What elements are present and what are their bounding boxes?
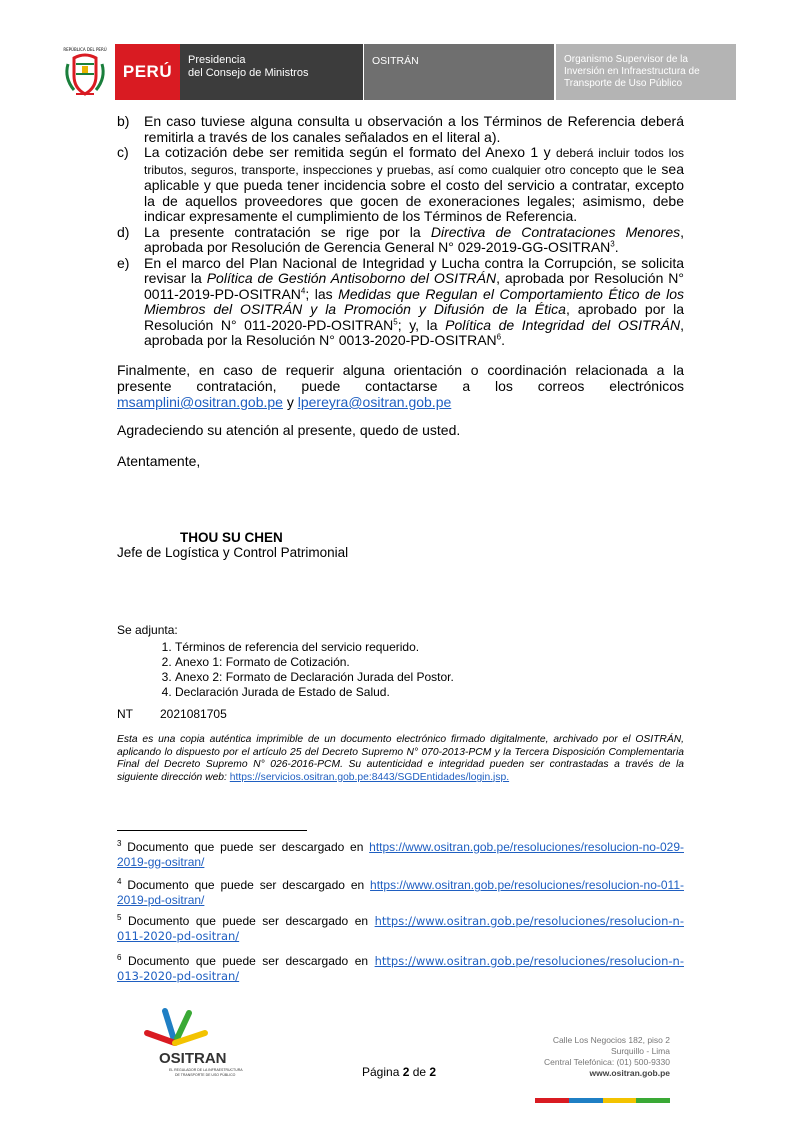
org-line3: Transporte de Uso Público bbox=[564, 78, 683, 89]
color-segment bbox=[636, 1098, 670, 1103]
item-text: La presente contratación se rige por la Directiva de Contrataciones Menores, aprobada por Resolución de Gerencia General N° 029-2019-GG-OSITRAN$^3$. bbox=[144, 223, 684, 255]
attachments-section bbox=[117, 623, 454, 700]
footnote-5: $^5$ Documento que puede ser descargado en https://www.ositran.gob.pe/resoluciones/resolucion-n-011-2020-pd-ositran/ bbox=[117, 913, 684, 943]
list-item-c bbox=[117, 145, 684, 225]
org-line1: Organismo Supervisor de la bbox=[564, 54, 688, 65]
thanks-text: Agradeciendo su atención al presente, quedo de usted. bbox=[117, 422, 461, 438]
ositran-logo bbox=[135, 1003, 255, 1083]
footnote-separator bbox=[117, 830, 307, 831]
attachment-item: 2. Anexo 1: Formato de Cotización. bbox=[175, 655, 454, 670]
color-segment bbox=[603, 1098, 637, 1103]
digital-signature-disclaimer: Esta es una copia auténtica imprimible de un documento electrónico firmado digitalmente, archivado por el OSITRÁN, aplicando lo dispuesto por el artículo 25 del Decreto Supremo N° 070-2013-PCM y la Tercera Disposición Complementaria Final del Decreto Supremo N° 026-2016-PCM. Su autenticidad e integridad pueden ser contrastadas a través de la siguiente dirección web: https://servicios.ositran.gob.pe:8443/SGDEntidades/login.jsp. bbox=[117, 734, 684, 783]
ositran-block bbox=[364, 44, 554, 100]
footnote-ref: 3 bbox=[610, 239, 615, 249]
footnote-ref: 6 bbox=[496, 332, 502, 342]
pcm-block bbox=[180, 44, 363, 100]
organization-block bbox=[556, 44, 736, 100]
footnote-link[interactable]: https://www.ositran.gob.pe/resoluciones/resolucion-n-011-2020-pd-ositran/ bbox=[117, 914, 684, 943]
color-segment bbox=[569, 1098, 603, 1103]
item-text: En el marco del Plan Nacional de Integridad y Lucha contra la Corrupción, se solicita revisar la Política de Gestión Antisoborno del OSITRÁN, aprobada por Resolución N° 0011-2019-PD-OSITRAN$^4$; las Medidas que Regulan el Comportamiento Ético de los Miembros del OSITRÁN y la Promoción y Difusión de la Ética, aprobado por la Resolución N° 011-2020-PD-OSITRAN$^5$; y, la Política de Integridad del OSITRÁN, aprobada por la Resolución N° 0013-2020-PD-OSITRAN$^6$. bbox=[144, 254, 684, 348]
address-line1: Calle Los Negocios 182, piso 2 bbox=[552, 1035, 670, 1045]
peru-brand-block bbox=[115, 44, 180, 100]
page-number: Página 2 de 2 bbox=[362, 1065, 437, 1079]
peru-coat-of-arms-icon bbox=[62, 44, 108, 100]
footnote-link[interactable]: https://www.ositran.gob.pe/resoluciones/resolucion-no-011-2019-pd-ositran/ bbox=[117, 878, 684, 907]
list-item-b bbox=[117, 114, 684, 145]
contact-paragraph: Finalmente, en caso de requerir alguna orientación o coordinación relacionada a la presente contratación, puede contactarse a los correos electrónicos msamplini@ositran.gob.pe y lpereyra@ositran.gob.pe bbox=[117, 362, 684, 410]
list-item-d bbox=[117, 225, 684, 256]
item-label: b) bbox=[117, 113, 130, 129]
attachments-title: Se adjunta: bbox=[117, 623, 178, 637]
item-label: d) bbox=[117, 223, 130, 240]
crest-caption: REPÚBLICA DEL PERÚ bbox=[63, 47, 107, 52]
logo-text: OSITRAN bbox=[159, 1050, 227, 1067]
footnote-link[interactable]: https://www.ositran.gob.pe/resoluciones/resolucion-n-013-2020-pd-ositran/ bbox=[117, 954, 684, 983]
list-item-e bbox=[117, 256, 684, 349]
website-text: www.ositran.gob.pe bbox=[589, 1068, 670, 1078]
footnote-3: $^3$ Documento que puede ser descargado en https://www.ositran.gob.pe/resoluciones/resolucion-no-029-2019-gg-ositran/ bbox=[117, 839, 684, 869]
footer-address bbox=[530, 1035, 670, 1079]
org-line2: Inversión en Infraestructura de bbox=[564, 66, 700, 77]
email-link-msamplini[interactable]: msamplini@ositran.gob.pe bbox=[117, 394, 283, 410]
footnote-link[interactable]: https://www.ositran.gob.pe/resoluciones/resolucion-no-029-2019-gg-ositran/ bbox=[117, 840, 684, 869]
entity-name: OSITRÁN bbox=[372, 55, 419, 67]
address-line2: Surquillo - Lima bbox=[610, 1046, 670, 1056]
footnote-6: $^6$ Documento que puede ser descargado en https://www.ositran.gob.pe/resoluciones/resolucion-n-013-2020-pd-ositran/ bbox=[117, 953, 684, 983]
logo-tagline: DE TRANSPORTE DE USO PÚBLICO bbox=[175, 1073, 236, 1077]
attachment-item: 1. Términos de referencia del servicio requerido. bbox=[175, 640, 454, 655]
attachment-item: 3. Anexo 2: Formato de Declaración Jurada del Postor. bbox=[175, 670, 454, 685]
nt-label: NT bbox=[117, 707, 133, 721]
phone-line: Central Telefónica: (01) 500-9330 bbox=[543, 1057, 670, 1067]
pcm-line2: del Consejo de Ministros bbox=[188, 67, 309, 79]
footnote-ref: 4 bbox=[300, 285, 306, 295]
item-text: La cotización debe ser remitida según el formato del Anexo 1 y deberá incluir todos los tributos, seguros, transporte, inspecciones y pruebas, así como cualquier otro concepto que le sea aplicable y que pueda tener incidencia sobre el costo del servicio a contratar, excepto la de aquellos proveedores que gocen de exoneraciones legales; asimismo, debe indicar expresamente el cumplimiento de los Términos de Referencia. bbox=[144, 144, 684, 224]
signer-name: THOU SU CHEN bbox=[180, 530, 283, 545]
footnote-4: $^4$ Documento que puede ser descargado en https://www.ositran.gob.pe/resoluciones/resolucion-no-011-2019-pd-ositran/ bbox=[117, 877, 684, 907]
regards-text: Atentamente, bbox=[117, 453, 201, 469]
color-segment bbox=[535, 1098, 569, 1103]
ositran-star-icon bbox=[147, 1011, 205, 1043]
attachment-item: 4. Declaración Jurada de Estado de Salud. bbox=[175, 685, 454, 700]
verification-link[interactable]: https://servicios.ositran.gob.pe:8443/SGDEntidades/login.jsp. bbox=[229, 771, 510, 783]
email-link-lpereyra[interactable]: lpereyra@ositran.gob.pe bbox=[297, 394, 452, 410]
footnote-ref: 5 bbox=[393, 316, 398, 326]
signer-role: Jefe de Logística y Control Patrimonial bbox=[117, 545, 349, 560]
nt-value: 2021081705 bbox=[160, 707, 227, 721]
country-name: PERÚ bbox=[122, 62, 173, 81]
footer-color-bar bbox=[535, 1098, 670, 1103]
conditions-list bbox=[117, 114, 684, 349]
logo-tagline: EL REGULADOR DE LA INFRAESTRUCTURA bbox=[169, 1068, 243, 1072]
item-text: En caso tuviese alguna consulta u observación a los Términos de Referencia deberá remitirla a través de los canales señalados en el literal a). bbox=[144, 113, 684, 145]
pcm-line1: Presidencia bbox=[188, 54, 246, 66]
item-label: e) bbox=[117, 254, 130, 271]
document-number bbox=[117, 707, 227, 721]
item-label: c) bbox=[117, 144, 129, 160]
